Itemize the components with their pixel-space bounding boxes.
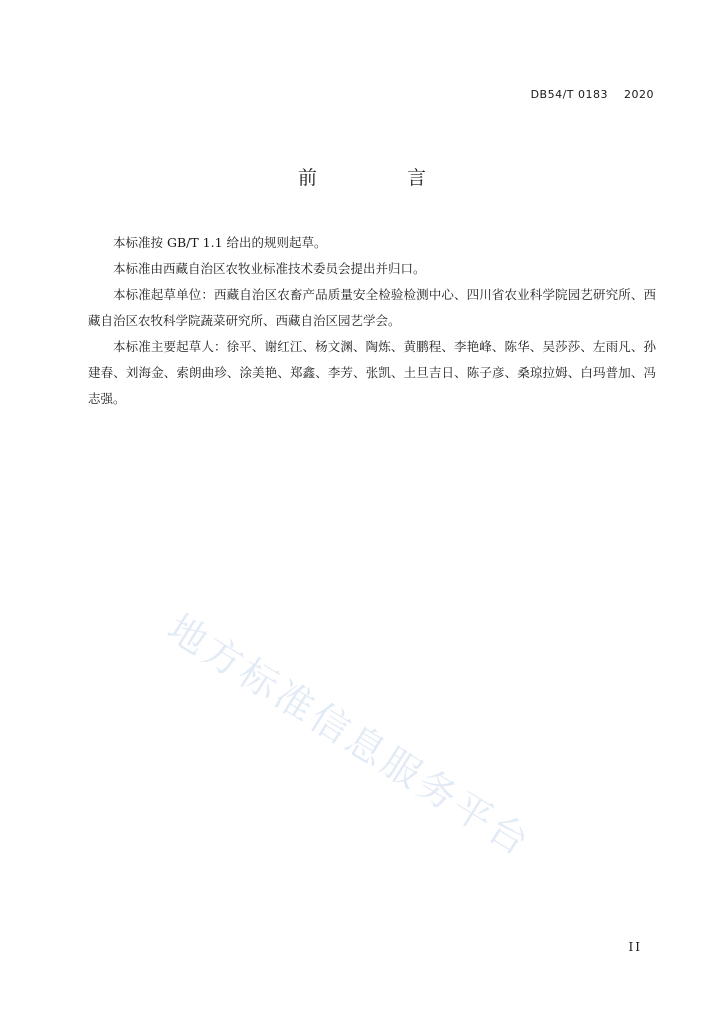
paragraph-proposer: 本标准由西藏自治区农牧业标准技术委员会提出并归口。 <box>113 261 426 276</box>
standard-code: DB54/T 0183 2020 <box>530 88 654 101</box>
watermark: 地方标准信息服务平台 <box>159 605 540 866</box>
paragraph-drafters: 本标准主要起草人：徐平、谢红江、杨文渊、陶炼、黄鹏程、李艳峰、陈华、吴莎莎、左雨凡、孙建春、刘海金、索朗曲珍、涂美艳、郑鑫、李芳、张凯、土旦吉日、陈子彦、桑琼拉姆、白玛普加、冯志强。 <box>88 339 656 406</box>
paragraph-drafting-rules: 本标准按 GB/T 1.1 给出的规则起草。 <box>113 235 327 250</box>
page-number: II <box>628 940 642 954</box>
page-title: 前 言 <box>297 167 469 189</box>
paragraph-drafting-units: 本标准起草单位：西藏自治区农畜产品质量安全检验检测中心、四川省农业科学院园艺研究所、西藏自治区农牧科学院蔬菜研究所、西藏自治区园艺学会。 <box>88 287 656 328</box>
document-body <box>88 230 656 412</box>
